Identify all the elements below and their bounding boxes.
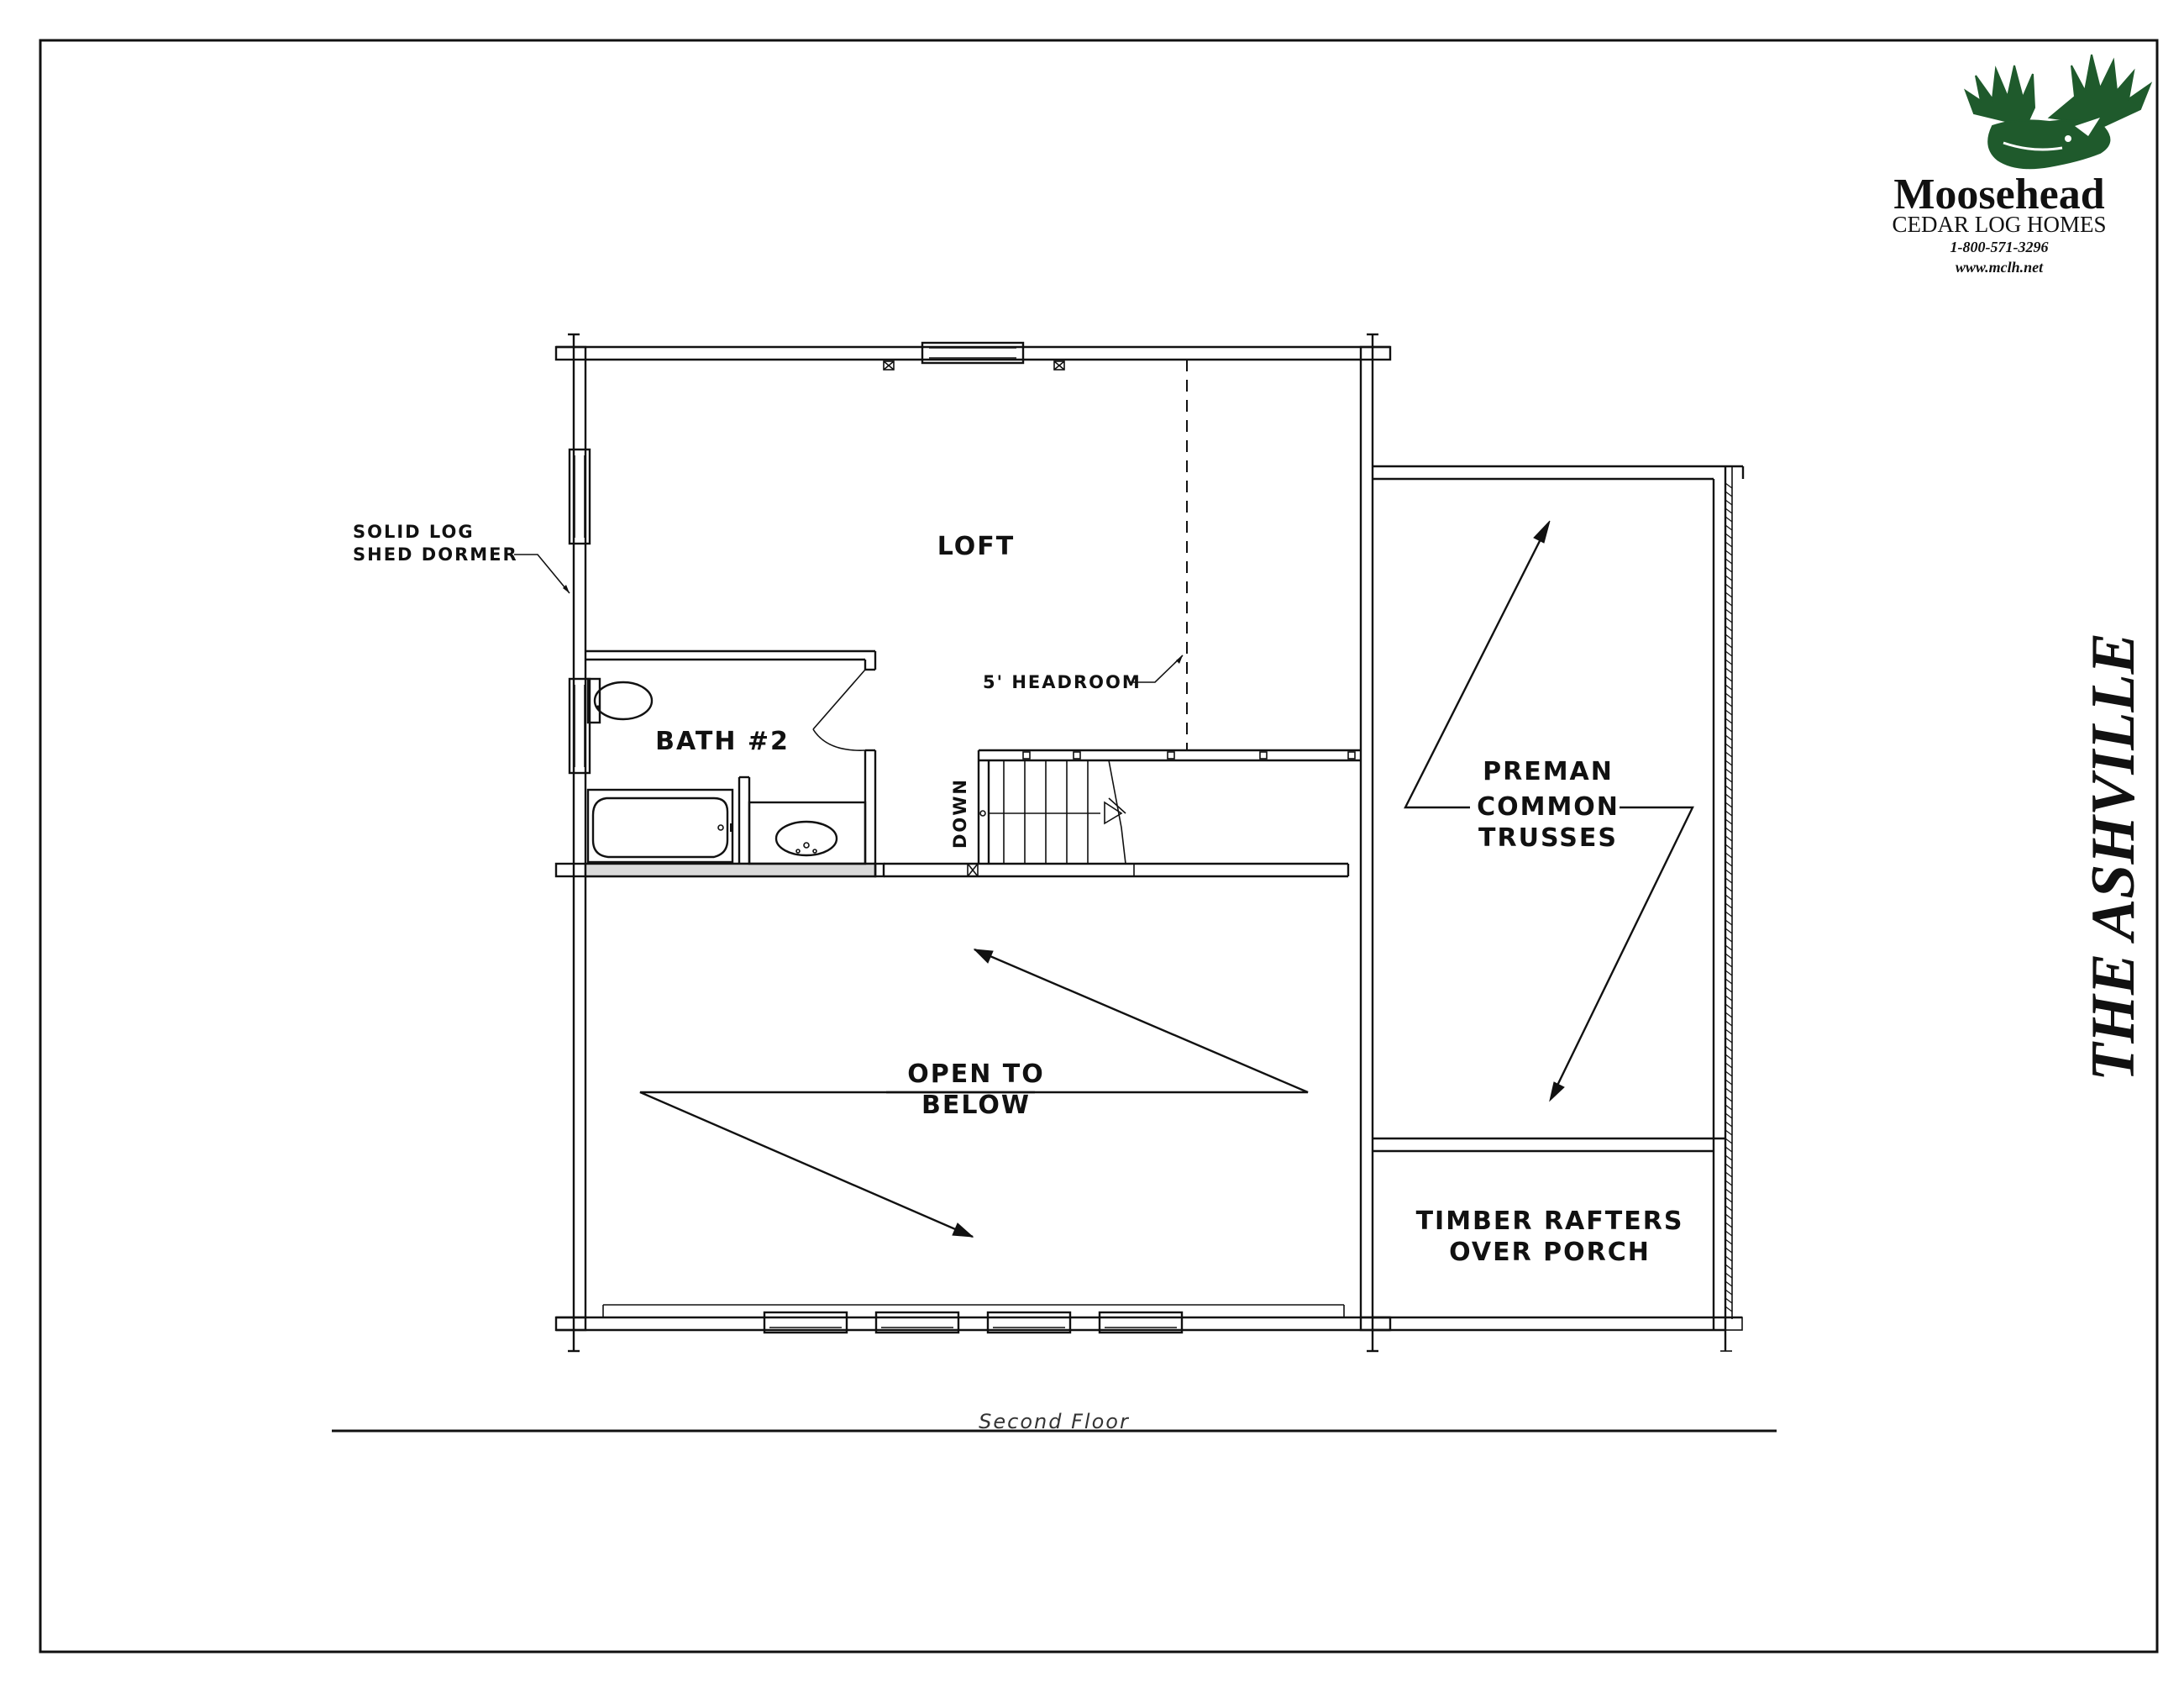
open-label-line1: OPEN TO xyxy=(907,1059,1045,1089)
moose-head-icon xyxy=(1966,55,2150,168)
headroom-label: 5' HEADROOM xyxy=(983,672,1142,692)
bath-label: BATH #2 xyxy=(655,727,790,756)
model-name: THE ASHVILLE xyxy=(2079,633,2148,1081)
exterior-log-walls xyxy=(556,334,1390,1351)
loft-label: LOFT xyxy=(937,532,1016,561)
moosehead-logo xyxy=(1892,55,2150,276)
trusses-label-line3: TRUSSES xyxy=(1478,823,1618,853)
brand-tagline: CEDAR LOG HOMES xyxy=(1892,212,2107,237)
window-left-lower xyxy=(570,679,590,773)
sink-icon xyxy=(749,802,865,864)
trusses-label-line1: PREMAN xyxy=(1483,757,1614,786)
dormer-label-line1: SOLID LOG xyxy=(353,522,475,542)
stairs-down-label: DOWN xyxy=(950,777,970,849)
dormer-label-line2: SHED DORMER xyxy=(353,544,518,565)
open-label-line2: BELOW xyxy=(921,1091,1031,1120)
bathtub-icon xyxy=(588,790,733,862)
window-left-upper xyxy=(570,450,590,544)
loft-floor-edge xyxy=(556,864,1348,876)
trusses-label-line2: COMMON xyxy=(1477,792,1620,822)
brand-name: Moosehead xyxy=(1893,171,2105,218)
brand-website: www.mclh.net xyxy=(1955,259,2044,276)
stairwell xyxy=(950,750,1361,864)
dormer-callout xyxy=(514,555,570,593)
brand-phone: 1-800-571-3296 xyxy=(1950,239,2049,255)
plan-caption: Second Floor xyxy=(979,1410,1130,1433)
porch-label-line2: OVER PORCH xyxy=(1449,1238,1651,1267)
porch-label-line1: TIMBER RAFTERS xyxy=(1415,1207,1684,1236)
toilet-icon xyxy=(588,679,652,723)
